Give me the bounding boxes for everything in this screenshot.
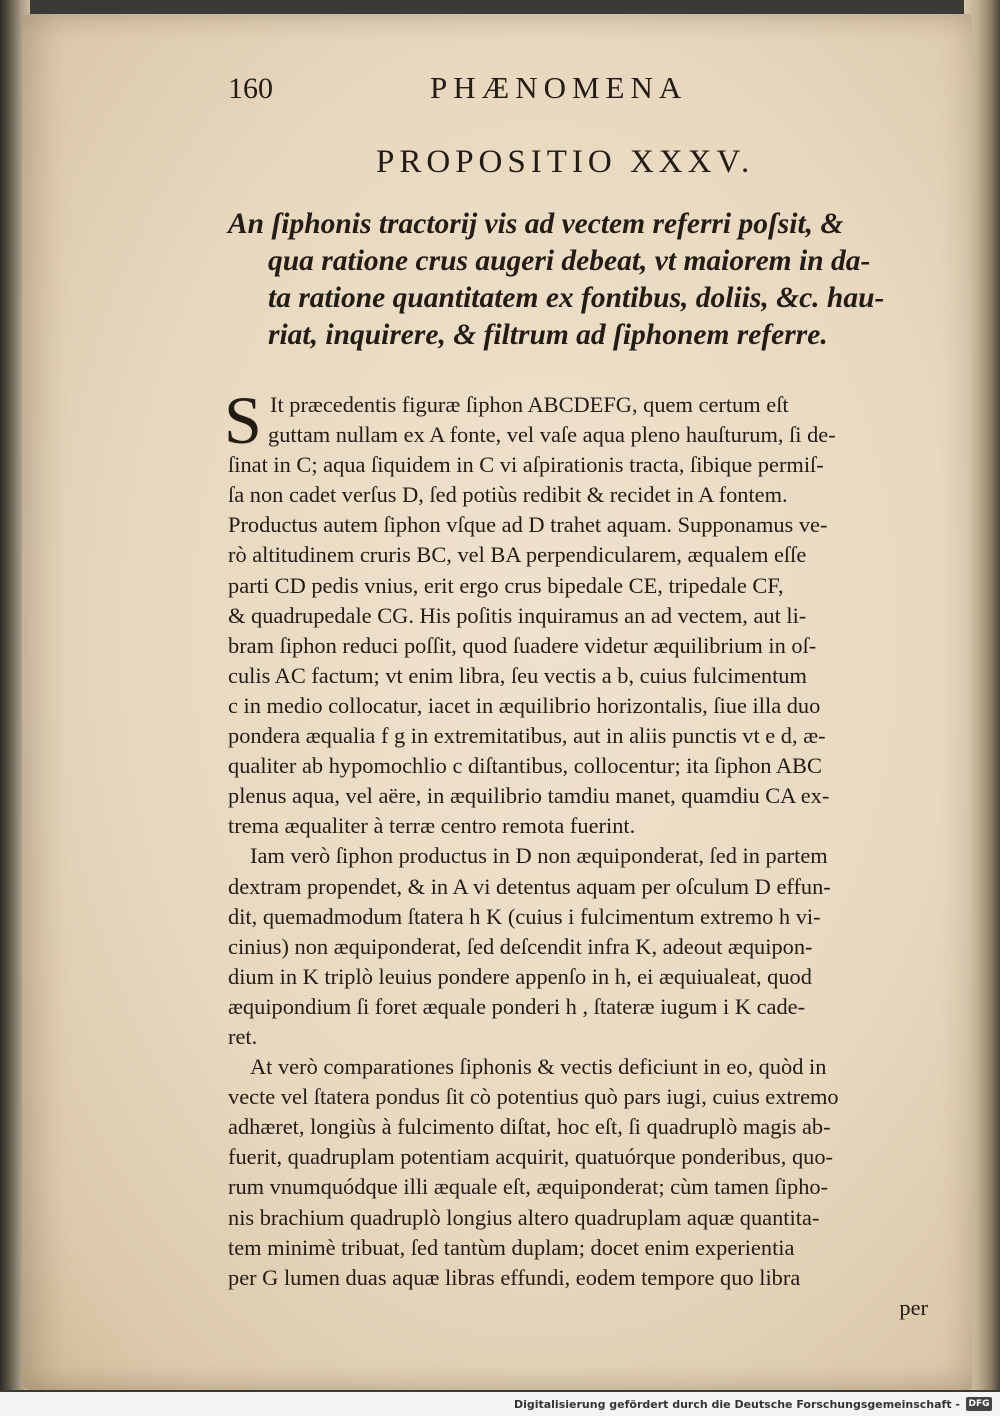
body-line: Iam verò ſiphon productus in D non æquiponderat, ſed in partem: [250, 843, 828, 869]
body-line: cinius) non æquiponderat, ſed deſcendit infra K, adeout æquipon-: [228, 933, 813, 959]
drop-cap: S: [224, 382, 262, 458]
body-line: æquipondium ſi foret æquale ponderi h , ſtateræ iugum i K cade-: [228, 993, 806, 1019]
page-content: [224, 70, 928, 1323]
body-line: ſinat in C; aqua ſiquidem in C vi aſpirationis tracta, ſibique permiſ-: [228, 452, 824, 478]
subtitle-line: ta ratione quantitatem ex fontibus, doliis, &c. hau-: [268, 282, 885, 314]
body-line: & quadrupedale CG. His poſitis inquiramus an ad vectem, aut li-: [228, 602, 807, 628]
body-line: dium in K triplò leuius pondere appenſo in h, ei æquiualeat, quod: [228, 963, 812, 989]
subtitle-line: qua ratione crus augeri debeat, vt maiorem in da-: [268, 245, 871, 277]
body-line: ſa non cadet verſus D, ſed potiùs redibit & recidet in A fontem.: [228, 482, 788, 508]
body-line: tem minimè tribuat, ſed tantùm duplam; docet enim experientia: [228, 1234, 795, 1260]
body-line: per G lumen duas aquæ libras effundi, eodem tempore quo libra: [228, 1264, 801, 1290]
dfg-logo-icon: DFG: [966, 1397, 992, 1411]
footer-credit: Digitalisierung gefördert durch die Deutsche Forschungsgemeinschaft -: [513, 1397, 960, 1411]
page-number: 160: [228, 72, 273, 105]
body-line: rò altitudinem cruris BC, vel BA perpendicularem, æqualem eſſe: [228, 542, 807, 568]
body-line: At verò comparationes ſiphonis & vectis deficiunt in eo, quòd in: [250, 1054, 827, 1080]
body-line: c in medio collocatur, iacet in æquilibrio horizontalis, ſiue illa duo: [228, 692, 821, 718]
body-line: It præcedentis figuræ ſiphon ABCDEFG, quem certum eſt: [270, 392, 789, 417]
subtitle-line: riat, inquirere, & filtrum ad ſiphonem referre.: [268, 319, 828, 351]
catchword: per: [899, 1294, 928, 1320]
body-line: culis AC factum; vt enim libra, ſeu vectis a b, cuius fulcimentum: [228, 662, 807, 688]
body-line: rum vnumquódque illi æquale eſt, æquiponderat; cùm tamen ſipho-: [228, 1174, 829, 1200]
body-line: nis brachium quadruplò longius altero quadruplam aquæ quantita-: [228, 1204, 820, 1230]
body-line: Productus autem ſiphon vſque ad D trahet aquam. Supponamus ve-: [228, 512, 828, 538]
body-line: ret.: [228, 1023, 258, 1049]
body-line: plenus aqua, vel aëre, in æquilibrio tamdiu manet, quamdiu CA ex-: [228, 783, 830, 809]
body-line: pondera æqualia f g in extremitatibus, aut in aliis punctis vt e d, æ-: [228, 723, 826, 749]
digitization-footer: [0, 1392, 1000, 1416]
body-line: adhæret, longiùs à fulcimento diſtat, hoc eſt, ſi quadruplò magis ab-: [228, 1114, 831, 1140]
body-line: guttam nullam ex A fonte, vel vaſe aqua pleno hauſturum, ſi de-: [268, 422, 836, 448]
subtitle-line: An ſiphonis tractorij vis ad vectem referri poſsit, &: [228, 208, 844, 240]
body-line: bram ſiphon reduci poſſit, quod ſuadere videtur æquilibrium in oſ-: [228, 632, 817, 658]
proposition-subtitle: [228, 206, 928, 354]
page-header: [228, 70, 928, 120]
body-line: trema æqualiter à terræ centro remota fuerint.: [228, 813, 636, 839]
proposition-title: PROPOSITIO XXXV.: [376, 144, 755, 180]
body-line: vecte vel ſtatera pondus ſit cò potentius quò pars iugi, cuius extremo: [228, 1084, 839, 1110]
running-head: PHÆNOMENA: [430, 70, 688, 105]
body-line: fuerit, quadruplam potentiam acquirit, quatuórque ponderibus, quo-: [228, 1144, 834, 1170]
body-line: parti CD pedis vnius, erit ergo crus bipedale CE, tripedale CF,: [228, 572, 784, 598]
body-line: dit, quemadmodum ſtatera h K (cuius i fulcimentum extremo h vi-: [228, 903, 821, 929]
body-line: dextram propendet, & in A vi detentus aquam per oſculum D effun-: [228, 873, 831, 899]
body-line: qualiter ab hypomochlio c diſtantibus, collocentur; ita ſiphon ABC: [228, 753, 822, 779]
body-text: [224, 382, 928, 1323]
